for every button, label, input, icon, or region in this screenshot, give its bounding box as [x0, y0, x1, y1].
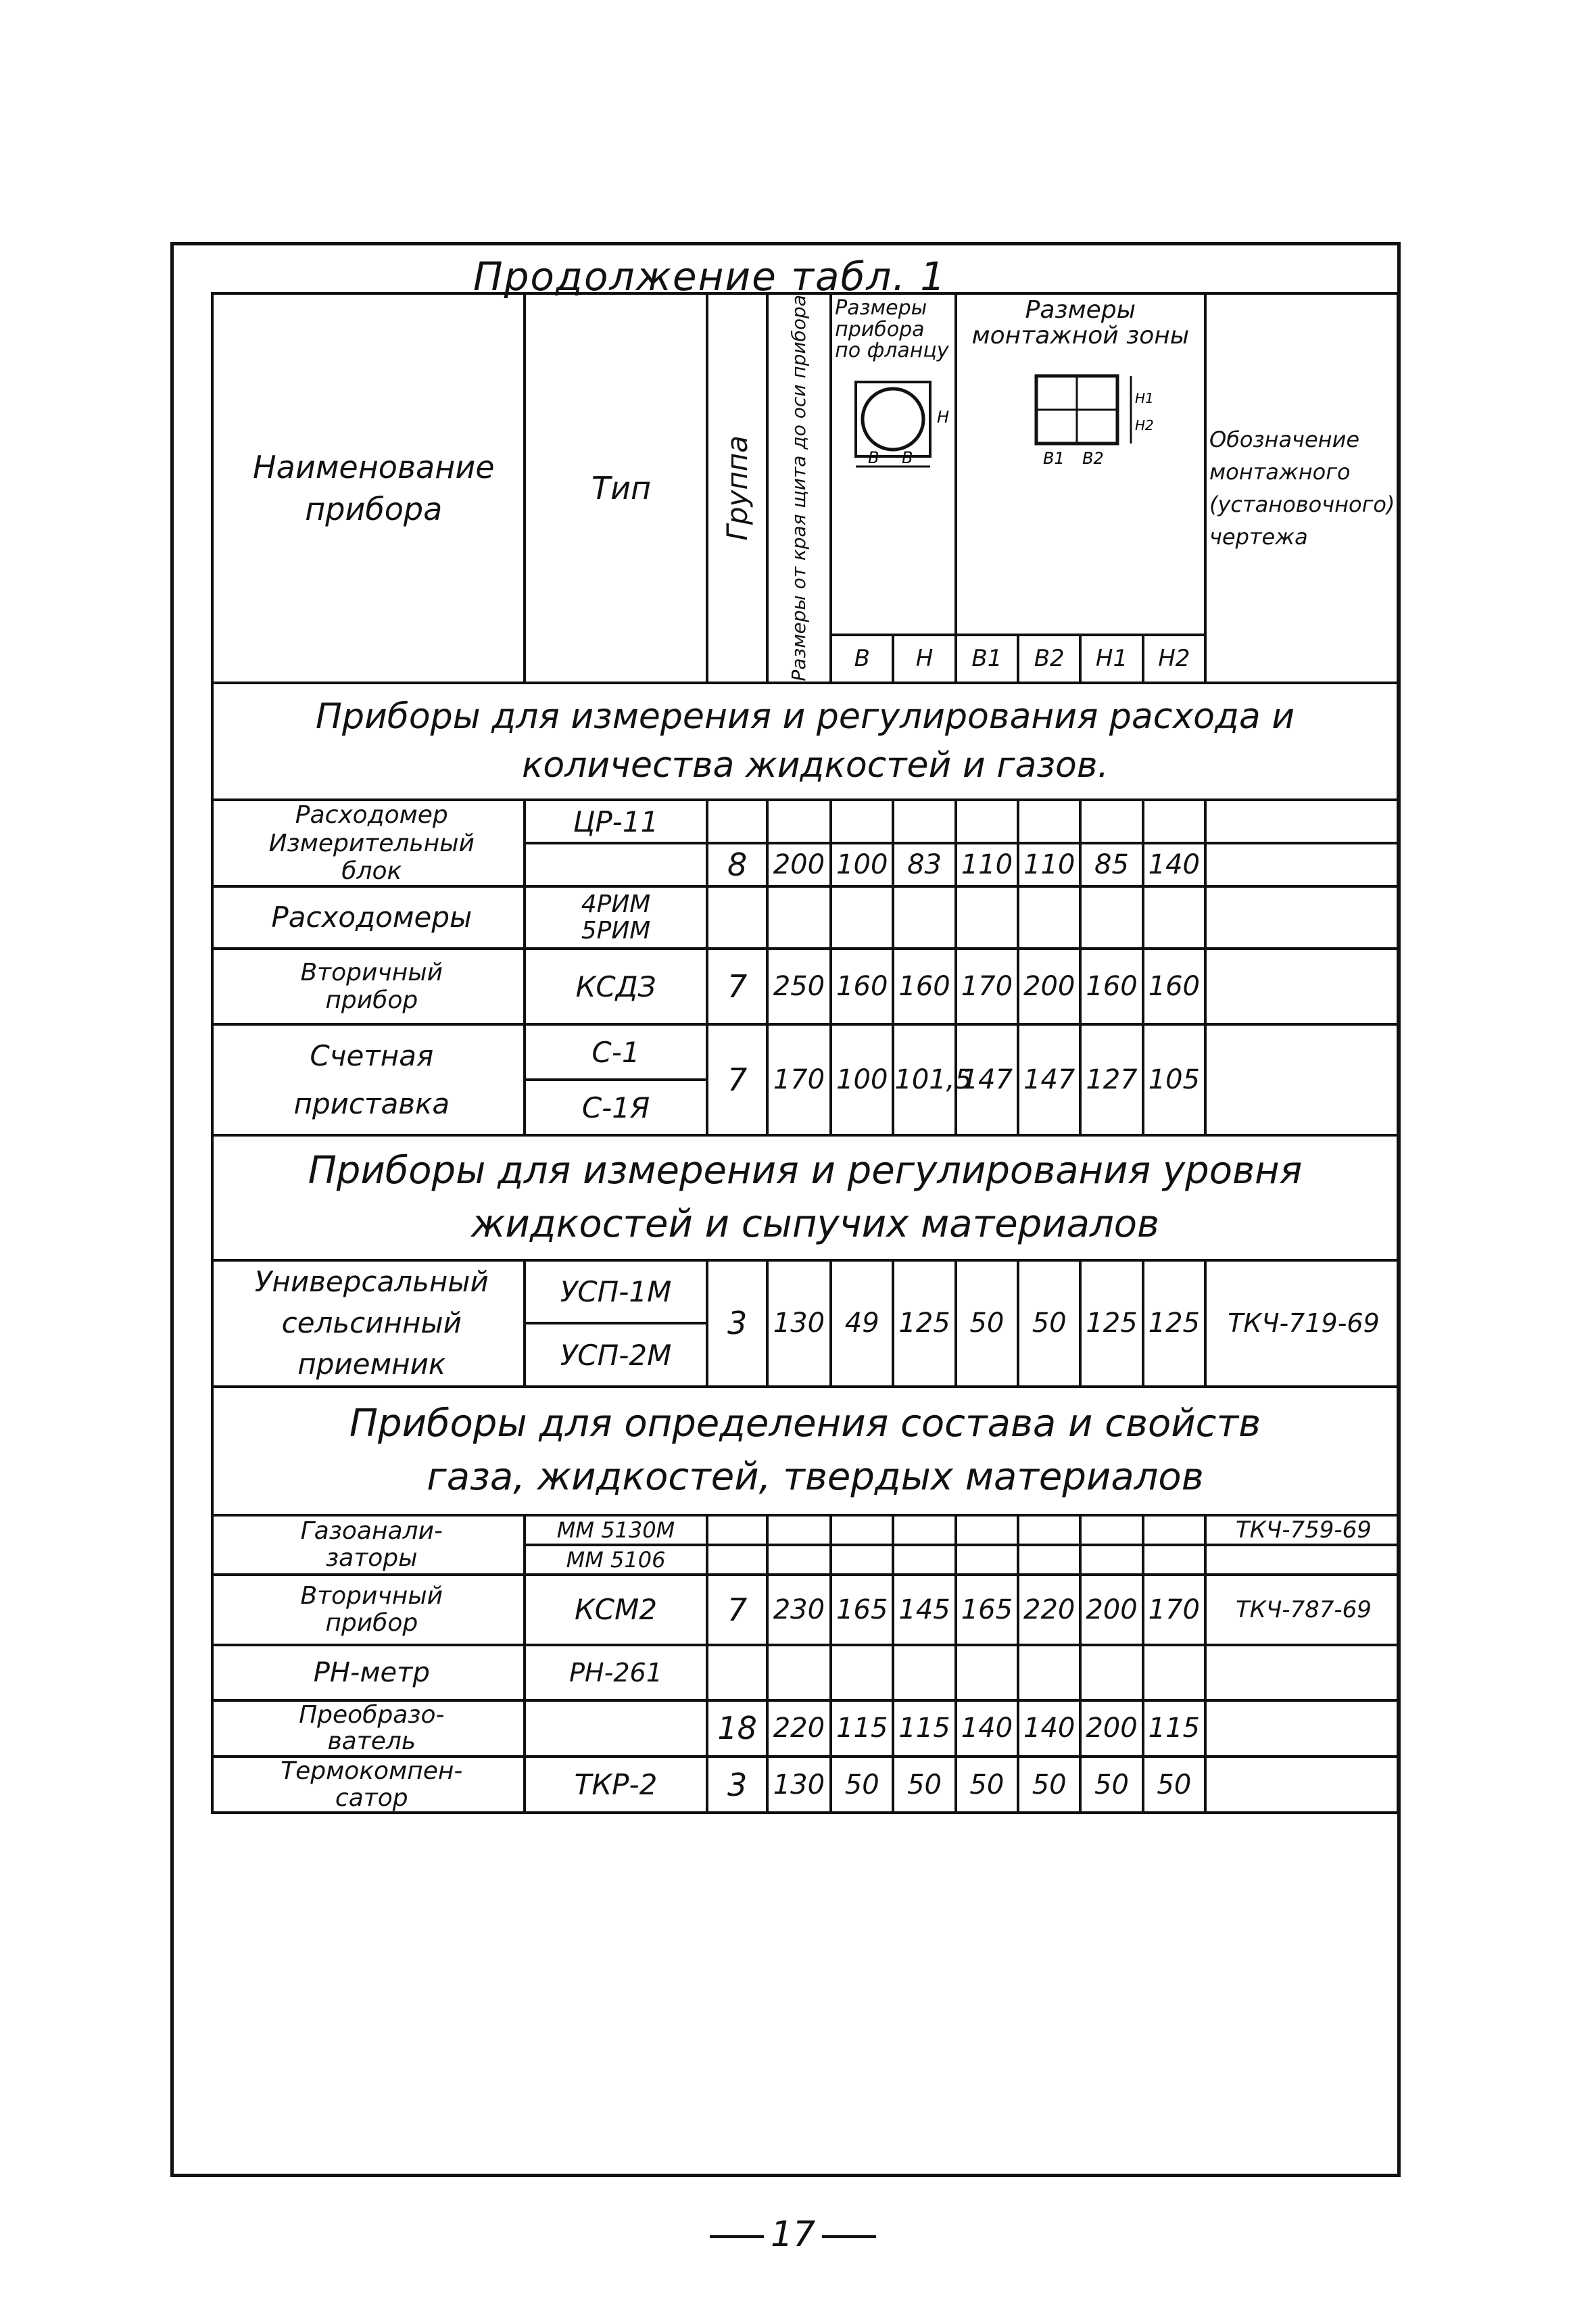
value-cell: 170	[767, 1024, 831, 1135]
value-cell: 115	[1143, 1700, 1205, 1757]
value-cell: 49	[831, 1260, 893, 1387]
value-cell: 83	[893, 843, 955, 886]
value-cell: 165	[831, 1575, 893, 1645]
row-group: 7	[707, 1024, 767, 1135]
value-cell: 200	[767, 843, 831, 886]
row-designation	[1205, 949, 1398, 1024]
sub-b1: B1	[956, 635, 1018, 682]
value-cell: 160	[1143, 949, 1205, 1024]
value-cell: 140	[956, 1700, 1018, 1757]
svg-text:H: H	[937, 407, 950, 427]
value-cell: 200	[1080, 1700, 1142, 1757]
value-cell: 115	[893, 1700, 955, 1757]
row-name: Счетная приставка	[212, 1024, 525, 1135]
row-designation: ТКЧ-787-69	[1205, 1575, 1398, 1645]
svg-text:B1: B1	[1043, 448, 1065, 468]
value-cell: 50	[831, 1757, 893, 1813]
row-designation	[1205, 843, 1398, 886]
value-cell: 160	[1080, 949, 1142, 1024]
value-cell: 127	[1080, 1024, 1142, 1135]
row-name: Вторичный прибор	[212, 1575, 525, 1645]
row-designation	[1205, 1024, 1398, 1135]
section-title: Приборы для определения состава и свойств газа, жидкостей, твердых материалов	[212, 1387, 1398, 1515]
row-group: 18	[707, 1700, 767, 1757]
row-group: 7	[707, 949, 767, 1024]
value-cell: 125	[893, 1260, 955, 1387]
row-name: Термокомпен- сатор	[212, 1757, 525, 1813]
value-cell: 50	[1018, 1260, 1080, 1387]
value-cell: 105	[1143, 1024, 1205, 1135]
header-designation: Обозначение монтажного (установочного) чертежа	[1205, 293, 1398, 683]
header-zone: Размеры монтажной зоны B1 B2 H1 H2	[956, 293, 1205, 635]
svg-text:B2: B2	[1082, 448, 1105, 468]
value-cell: 125	[1080, 1260, 1142, 1387]
row-type: ММ 5130М	[525, 1515, 708, 1545]
row-designation: ТКЧ-719-69	[1205, 1260, 1398, 1387]
svg-text:B: B	[868, 448, 879, 467]
row-type: ТКР-2	[525, 1757, 708, 1813]
header-dist: Размеры от края щита до оси прибора	[767, 293, 831, 683]
row-name: РН-метр	[212, 1645, 525, 1700]
row-name: Вторичный прибор	[212, 949, 525, 1024]
value-cell: 85	[1080, 843, 1142, 886]
row-type: С-1Я	[525, 1080, 708, 1135]
section-title: Приборы для измерения и регулирования расхода и количества жидкостей и газов.	[212, 683, 1398, 801]
value-cell: 160	[831, 949, 893, 1024]
section-title: Приборы для измерения и регулирования уровня жидкостей и сыпучих материалов	[212, 1135, 1398, 1260]
sub-h: H	[893, 635, 955, 682]
row-group: 8	[707, 843, 767, 886]
row-name: Преобразо- ватель	[212, 1700, 525, 1757]
flange-diagram	[836, 368, 950, 477]
row-type: КСДЗ	[525, 949, 708, 1024]
svg-text:H2: H2	[1135, 416, 1155, 433]
value-cell: 200	[1018, 949, 1080, 1024]
row-group: 7	[707, 1575, 767, 1645]
sub-h1: H1	[1080, 635, 1142, 682]
value-cell: 145	[893, 1575, 955, 1645]
value-cell: 110	[1018, 843, 1080, 886]
value-cell: 50	[1143, 1757, 1205, 1813]
table-caption: Продолжение табл. 1	[473, 254, 947, 300]
value-cell: 100	[831, 843, 893, 886]
sub-h2: H2	[1143, 635, 1205, 682]
zone-diagram	[1002, 356, 1158, 471]
value-cell: 200	[1080, 1575, 1142, 1645]
devices-table	[211, 292, 1399, 1814]
row-type: ММ 5106	[525, 1545, 708, 1575]
row-designation: ТКЧ-759-69	[1205, 1515, 1398, 1545]
row-name: Газоанали- заторы	[212, 1515, 525, 1575]
header-flange: Размеры прибора по фланцу B B H	[831, 293, 956, 635]
row-designation	[1205, 1757, 1398, 1813]
value-cell: 50	[893, 1757, 955, 1813]
value-cell: 110	[956, 843, 1018, 886]
value-cell: 140	[1018, 1700, 1080, 1757]
value-cell: 125	[1143, 1260, 1205, 1387]
row-type: РН-261	[525, 1645, 708, 1700]
header-name: Наименование прибора	[212, 293, 525, 683]
row-name: Расходомер Измерительный блок	[212, 800, 525, 886]
row-name: Универсальный сельсинный приемник	[212, 1260, 525, 1387]
value-cell: 50	[1080, 1757, 1142, 1813]
page-number: 17	[703, 2214, 883, 2255]
value-cell: 165	[956, 1575, 1018, 1645]
value-cell: 140	[1143, 843, 1205, 886]
row-type: УСП-2М	[525, 1323, 708, 1386]
header-type: Тип	[525, 293, 708, 683]
value-cell: 147	[1018, 1024, 1080, 1135]
row-group: 3	[707, 1260, 767, 1387]
row-group: 3	[707, 1757, 767, 1813]
value-cell: 147	[956, 1024, 1018, 1135]
value-cell: 100	[831, 1024, 893, 1135]
value-cell: 50	[956, 1757, 1018, 1813]
value-cell: 101,5	[893, 1024, 955, 1135]
value-cell: 50	[956, 1260, 1018, 1387]
row-designation	[1205, 1700, 1398, 1757]
header-group: Группа	[707, 293, 767, 683]
value-cell: 170	[1143, 1575, 1205, 1645]
value-cell: 130	[767, 1260, 831, 1387]
row-type: КСМ2	[525, 1575, 708, 1645]
row-type: С-1	[525, 1024, 708, 1080]
svg-text:B: B	[902, 448, 913, 467]
row-type: УСП-1М	[525, 1260, 708, 1323]
row-name: Расходомеры	[212, 886, 525, 949]
value-cell: 220	[767, 1700, 831, 1757]
sub-b2: B2	[1018, 635, 1080, 682]
svg-text:H1: H1	[1135, 389, 1155, 406]
value-cell: 250	[767, 949, 831, 1024]
value-cell: 130	[767, 1757, 831, 1813]
value-cell: 230	[767, 1575, 831, 1645]
value-cell: 220	[1018, 1575, 1080, 1645]
sub-b: B	[831, 635, 893, 682]
value-cell: 170	[956, 949, 1018, 1024]
value-cell: 160	[893, 949, 955, 1024]
row-type: 4РИМ 5РИМ	[525, 886, 708, 949]
row-type: ЦР-11	[525, 800, 708, 843]
row-type	[525, 1700, 708, 1757]
row-type	[525, 843, 708, 886]
value-cell: 115	[831, 1700, 893, 1757]
value-cell: 50	[1018, 1757, 1080, 1813]
